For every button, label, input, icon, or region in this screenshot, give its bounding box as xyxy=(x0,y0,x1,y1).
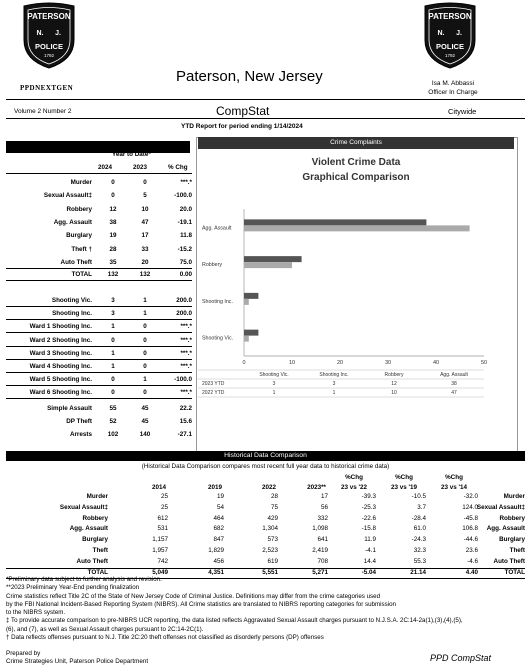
percent-change: ***.* xyxy=(164,387,192,398)
value-2024: 0 xyxy=(111,336,115,344)
hist-chg-top: %Chg xyxy=(345,474,363,481)
hist-col-header: 2023** xyxy=(307,484,326,491)
hist-value: 11.9 xyxy=(364,536,376,544)
historical-title: Historical Data Comparison xyxy=(224,452,307,459)
ytd-row xyxy=(6,416,192,427)
bar-2022-ytd xyxy=(244,225,470,231)
ytd-total-row xyxy=(6,268,192,281)
ytd-row xyxy=(6,429,192,440)
hist-row-label: Sexual Assault‡ xyxy=(59,503,108,511)
value-2024: 1 xyxy=(111,349,115,357)
footnote-line: *Preliminary data subject to further analysis and revision. xyxy=(6,576,162,583)
officer-block xyxy=(423,79,483,97)
hist-value: 106.8 xyxy=(462,525,478,533)
row-label: Arrests xyxy=(69,431,92,438)
value-2023: 47 xyxy=(141,218,149,226)
col-2023-header: 2023 xyxy=(133,164,148,171)
category-label: Agg. Assault xyxy=(202,225,232,232)
badge-right-line3: J. xyxy=(456,30,462,37)
percent-change: 20.0 xyxy=(164,204,192,215)
hist-value: 573 xyxy=(267,536,278,544)
badge-left-line5: 1792 xyxy=(43,53,55,58)
percent-change: 200.0 xyxy=(164,308,192,319)
table-value: 1 xyxy=(332,390,336,396)
value-2024: 3 xyxy=(111,297,115,304)
hist-value: 847 xyxy=(213,536,224,544)
hist-value: 4,351 xyxy=(208,568,224,576)
value-2023: 0 xyxy=(143,363,147,370)
hist-col-header: 2014 xyxy=(151,484,166,491)
percent-change: 11.8 xyxy=(164,230,192,241)
hist-row-label-right: Burglary xyxy=(499,536,525,544)
value-2024: 1 xyxy=(111,363,115,370)
col-2024-header: 2024 xyxy=(98,164,113,171)
footnote-line: to the NIBRS system. xyxy=(6,609,66,617)
hist-value: 3.7 xyxy=(417,503,426,511)
hist-value: 21.14 xyxy=(410,568,426,576)
ytd-row xyxy=(6,335,192,347)
hist-value: 5,049 xyxy=(152,568,168,576)
prepared-by-label: Prepared by xyxy=(6,650,41,657)
row-label: Ward 3 Shooting Inc. xyxy=(29,349,92,357)
badge-right-line5: 1792 xyxy=(444,53,456,58)
hist-row-label-right: Agg. Assault xyxy=(486,525,525,533)
hist-row-label-right: TOTAL xyxy=(504,568,525,576)
table-category: Shooting Vic. xyxy=(259,372,289,378)
hist-value: 25 xyxy=(160,493,168,500)
hist-value: 619 xyxy=(267,557,278,565)
x-tick-label: 40 xyxy=(432,360,440,366)
table-value: 47 xyxy=(451,390,457,396)
footnote-line: (6), and (7), as well as Sexual Assault charges pursuant to 2C:14-2C(1). xyxy=(6,625,204,633)
bar-2023-ytd xyxy=(244,293,258,299)
row-label: Ward 4 Shooting Inc. xyxy=(29,363,92,370)
hist-value: 464 xyxy=(213,514,224,522)
footnote-line: † Data reflects offenses pursuant to N.J. Title 2C:20 theft offenses not classified as disorderly persons (DP) offenses xyxy=(6,634,324,642)
hist-value: -25.3 xyxy=(361,503,376,511)
col-chg-header: % Chg xyxy=(168,164,188,171)
table-category: Robbery xyxy=(384,372,404,378)
percent-change: -100.0 xyxy=(164,190,192,201)
row-label: Shooting Vic. xyxy=(51,297,92,304)
badge-right-line1: PATERSON xyxy=(428,12,472,21)
hist-value: -28.4 xyxy=(411,514,426,522)
hist-value: 14.4 xyxy=(363,557,376,565)
hist-row-label: Murder xyxy=(86,493,108,500)
footnote-line: **2023 Preliminary Year-End pending finalization xyxy=(6,584,140,592)
ppd-nextgen-logo: PPDNEXTGEN xyxy=(20,84,74,92)
hist-row-label-right: Robbery xyxy=(499,514,525,522)
value-2024: 52 xyxy=(109,418,117,425)
hist-value: 1,157 xyxy=(152,536,168,544)
hist-value: -5.04 xyxy=(361,568,376,576)
value-2023: 1 xyxy=(143,297,147,304)
hist-row-label-right: Sexual Assault‡ xyxy=(476,503,525,511)
hist-value: 641 xyxy=(317,536,328,544)
value-2023: 10 xyxy=(141,205,149,213)
hist-value: 5,271 xyxy=(312,568,328,576)
ytd-row xyxy=(6,374,192,386)
hist-value: 61.0 xyxy=(413,525,426,533)
hist-value: 124.0 xyxy=(462,503,478,511)
ytd-row xyxy=(6,190,192,201)
bar-2023-ytd xyxy=(244,330,258,336)
percent-change: ***.* xyxy=(164,361,192,372)
hist-value: 429 xyxy=(267,514,278,522)
table-value: 3 xyxy=(272,381,276,387)
value-2023: 0 xyxy=(143,349,147,357)
hist-row-label: Burglary xyxy=(82,536,108,544)
bar-2022-ytd xyxy=(244,262,292,268)
row-label: Auto Theft xyxy=(60,258,92,266)
percent-change: ***.* xyxy=(164,177,192,188)
table-value: 1 xyxy=(272,390,276,396)
bar-2022-ytd xyxy=(244,336,249,342)
value-2024: 0 xyxy=(111,389,115,397)
percent-change: ***.* xyxy=(164,321,192,332)
percent-change: -19.1 xyxy=(164,217,192,228)
value-2024: 3 xyxy=(111,310,115,318)
ytd-row xyxy=(6,321,192,333)
value-2023: 1 xyxy=(143,310,147,318)
hist-value: 25 xyxy=(160,503,168,511)
row-label: Ward 6 Shooting Inc. xyxy=(29,389,92,397)
report-period: YTD Report for period ending 1/14/2024 xyxy=(181,123,303,130)
category-label: Shooting Inc. xyxy=(202,298,233,305)
percent-change: -100.0 xyxy=(164,374,192,385)
value-2024: 0 xyxy=(111,376,115,384)
hist-chg-sub: 23 vs '14 xyxy=(440,484,467,491)
value-2024: 1 xyxy=(111,323,115,331)
historical-subtitle: (Historical Data Comparison compares most recent full year data to historical crime data) xyxy=(141,463,390,470)
ytd-row xyxy=(6,177,192,188)
value-2023: 5 xyxy=(143,192,147,200)
bar-2023-ytd xyxy=(244,219,426,225)
hist-chg-top: %Chg xyxy=(395,474,413,481)
ytd-row xyxy=(6,308,192,320)
x-tick-label: 10 xyxy=(288,360,296,366)
value-2023: 140 xyxy=(139,431,151,438)
percent-change: -27.1 xyxy=(164,429,192,440)
ytd-row xyxy=(6,387,192,399)
badge-left-line3: J. xyxy=(55,30,61,37)
hist-value: 54 xyxy=(216,503,224,511)
badge-left-line2: N. xyxy=(36,30,44,37)
row-label: DP Theft xyxy=(66,418,92,425)
hist-col-header: 2019 xyxy=(207,484,222,491)
ytd-row xyxy=(6,217,192,228)
officer-name: Isa M. Abbassi xyxy=(431,80,475,87)
hist-value: -10.5 xyxy=(411,493,426,500)
paterson-police-badge-right xyxy=(421,2,479,70)
row-label: Ward 2 Shooting Inc. xyxy=(29,336,92,344)
chart-title-line1: Violent Crime Data xyxy=(311,157,401,168)
value-2023: 0 xyxy=(143,179,147,186)
hist-value: -32.0 xyxy=(463,493,478,500)
hist-value: 2,523 xyxy=(262,547,278,554)
hist-value: 612 xyxy=(157,514,168,522)
crime-complaints-title: Crime Complaints xyxy=(198,137,514,149)
row-label: Burglary xyxy=(66,232,92,240)
percent-change: ***.* xyxy=(164,348,192,359)
row-label: Sexual Assault‡ xyxy=(43,192,92,200)
footnotes xyxy=(6,576,525,642)
ytd-row xyxy=(6,204,192,215)
value-2023: 45 xyxy=(141,418,149,425)
officer-title: Officer In Charge xyxy=(428,89,478,96)
footnote-line: Crime statistics reflect Title 2C of the State of New Jersey Code of Criminal Justice. Definitions may differ from the crime categories used xyxy=(6,592,381,600)
hist-total-rule xyxy=(6,568,525,569)
historical-table xyxy=(6,471,525,576)
table-value: 12 xyxy=(391,381,397,387)
row-label: Agg. Assault xyxy=(53,218,92,226)
report-scope: Citywide xyxy=(448,107,477,116)
row-label: Shooting Inc. xyxy=(52,310,92,318)
subheader-divider xyxy=(6,118,525,119)
ytd-row xyxy=(6,295,192,307)
value-2023: 0 xyxy=(143,323,147,331)
value-2024: 38 xyxy=(109,218,117,226)
hist-value: 1,829 xyxy=(208,547,224,554)
footnote-line: by the FBI National Incident-Based Reporting System (NIBRS). All Crime statistics are translated to NIBRS reporting categories for submission xyxy=(6,600,396,608)
row-label: Robbery xyxy=(66,205,92,213)
hist-value: -22.6 xyxy=(361,514,376,522)
hist-value: 32.3 xyxy=(413,547,426,554)
hist-value: 682 xyxy=(213,525,224,533)
hist-value: -45.8 xyxy=(463,514,478,522)
ytd-row xyxy=(6,244,192,255)
hist-value: 1,957 xyxy=(152,547,168,554)
crime-complaints-header-bar xyxy=(6,141,190,153)
hist-value: 1,304 xyxy=(262,525,278,533)
percent-change: 22.2 xyxy=(164,403,192,414)
report-name: CompStat xyxy=(216,104,270,118)
total-chg: 0.00 xyxy=(164,269,192,280)
x-tick-label: 30 xyxy=(384,360,392,366)
value-2024: 35 xyxy=(109,258,117,266)
row-label: Simple Assault xyxy=(47,405,92,412)
table-value: 3 xyxy=(332,381,336,387)
value-2024: 0 xyxy=(111,179,115,186)
value-2024: 19 xyxy=(109,232,117,240)
violent-crime-bar-chart xyxy=(198,149,514,449)
hist-value: 1,098 xyxy=(312,525,328,533)
value-2023: 20 xyxy=(141,258,149,266)
hist-row-label: Auto Theft xyxy=(76,557,108,565)
table-value: 10 xyxy=(391,390,397,396)
hist-row-label: Robbery xyxy=(82,514,108,522)
value-2023: 45 xyxy=(141,405,149,412)
hist-chg-sub: 23 vs '22 xyxy=(340,484,367,491)
value-2023: 33 xyxy=(141,245,149,253)
ytd-row xyxy=(6,348,192,360)
hist-value: 17 xyxy=(320,493,328,500)
chart-title-line2: Graphical Comparison xyxy=(302,172,410,183)
hist-col-header: 2022 xyxy=(261,484,276,491)
badge-left-line1: PATERSON xyxy=(27,12,71,21)
value-2023: 1 xyxy=(143,376,147,384)
bar-2022-ytd xyxy=(244,299,249,305)
hist-row-label-right: Murder xyxy=(503,493,525,500)
hist-value: 531 xyxy=(157,525,168,533)
hist-value: -24.3 xyxy=(411,536,426,544)
x-tick-label: 0 xyxy=(242,360,246,366)
category-label: Robbery xyxy=(202,262,223,269)
city-title: Paterson, New Jersey xyxy=(176,68,323,85)
table-value: 38 xyxy=(451,381,457,387)
table-category: Agg. Assault xyxy=(440,372,468,378)
hist-row-label-right: Auto Theft xyxy=(493,557,525,565)
value-2023: 17 xyxy=(141,232,149,240)
value-2023: 0 xyxy=(143,336,147,344)
hist-value: -44.6 xyxy=(463,536,478,544)
hist-value: 2,419 xyxy=(312,547,328,554)
hist-value: -4.1 xyxy=(365,547,376,554)
hist-value: -39.3 xyxy=(361,493,376,500)
ytd-other-table xyxy=(6,403,192,443)
hist-row-label: Agg. Assault xyxy=(69,525,108,533)
prepared-by xyxy=(6,650,148,666)
hist-value: 56 xyxy=(320,503,328,511)
hist-value: -15.8 xyxy=(361,525,376,533)
percent-change: -15.2 xyxy=(164,244,192,255)
value-2024: 0 xyxy=(111,192,115,200)
value-2024: 102 xyxy=(107,431,119,438)
bar-2023-ytd xyxy=(244,256,302,262)
ytd-crime-table xyxy=(6,177,192,287)
percent-change: ***.* xyxy=(164,335,192,346)
x-tick-label: 50 xyxy=(480,360,488,366)
hist-value: -4.6 xyxy=(467,557,478,565)
row-label: Theft † xyxy=(71,245,92,253)
total-2024: 132 xyxy=(107,271,119,279)
hist-value: 456 xyxy=(213,557,224,565)
hist-chg-sub: 23 vs '19 xyxy=(390,484,417,491)
historical-title-bar xyxy=(6,451,525,461)
ytd-shooting-table xyxy=(6,295,192,405)
category-label: Shooting Vic. xyxy=(202,335,234,342)
year-to-date-header: Year to Date* xyxy=(112,151,151,158)
percent-change: 15.6 xyxy=(164,416,192,427)
value-2024: 55 xyxy=(109,405,117,412)
footnote-line: ‡ To provide accurate comparison to pre-NIBRS UCR reporting, the data listed reflects Aggravated Sexual Assault charges pursuant to N.J.S.A. 2C:14-2a(1),(3),(4),(5), xyxy=(6,617,463,625)
ppd-compstat-footer: PPD CompStat xyxy=(430,653,492,663)
table-series-name: 2023 YTD xyxy=(202,381,225,387)
percent-change: 200.0 xyxy=(164,295,192,306)
badge-right-line2: N. xyxy=(437,30,445,37)
row-label: Ward 5 Shooting Inc. xyxy=(29,376,92,384)
hist-value: 28 xyxy=(270,493,278,500)
hist-value: 332 xyxy=(317,514,328,522)
paterson-police-badge-left xyxy=(20,2,78,70)
hist-value: 742 xyxy=(157,557,168,565)
percent-change: 75.0 xyxy=(164,257,192,268)
ytd-row xyxy=(6,403,192,414)
total-label: TOTAL xyxy=(71,271,92,279)
ytd-row xyxy=(6,361,192,373)
ytd-row xyxy=(6,257,192,268)
badge-left-line4: POLICE xyxy=(35,42,63,51)
prepared-by-unit: Crime Strategies Unit, Paterson Police Department xyxy=(6,658,149,665)
value-2023: 0 xyxy=(143,389,147,397)
hist-value: 19 xyxy=(216,493,224,500)
total-2023: 132 xyxy=(139,271,151,279)
x-tick-label: 20 xyxy=(336,360,344,366)
table-category: Shooting Inc. xyxy=(319,372,349,378)
header-divider xyxy=(6,99,525,100)
hist-row-label: TOTAL xyxy=(87,568,108,576)
value-2024: 12 xyxy=(109,205,117,213)
badge-right-line4: POLICE xyxy=(436,42,464,51)
hist-value: 75 xyxy=(270,503,278,511)
hist-value: 4.40 xyxy=(465,568,478,576)
ytd-row xyxy=(6,230,192,241)
table-series-name: 2022 YTD xyxy=(202,390,225,396)
row-label: Ward 1 Shooting Inc. xyxy=(29,323,92,331)
hist-chg-top: %Chg xyxy=(445,474,463,481)
table-header-rule xyxy=(6,173,192,174)
hist-value: 23.6 xyxy=(465,547,478,554)
value-2024: 28 xyxy=(109,245,117,253)
row-label: Murder xyxy=(70,179,92,186)
hist-row-label: Theft xyxy=(92,547,108,554)
hist-value: 5,551 xyxy=(262,568,278,576)
hist-row-label-right: Theft xyxy=(509,547,525,554)
hist-value: 55.3 xyxy=(413,557,426,565)
volume-number: Volume 2 Number 2 xyxy=(14,108,72,115)
hist-value: 708 xyxy=(317,557,328,565)
